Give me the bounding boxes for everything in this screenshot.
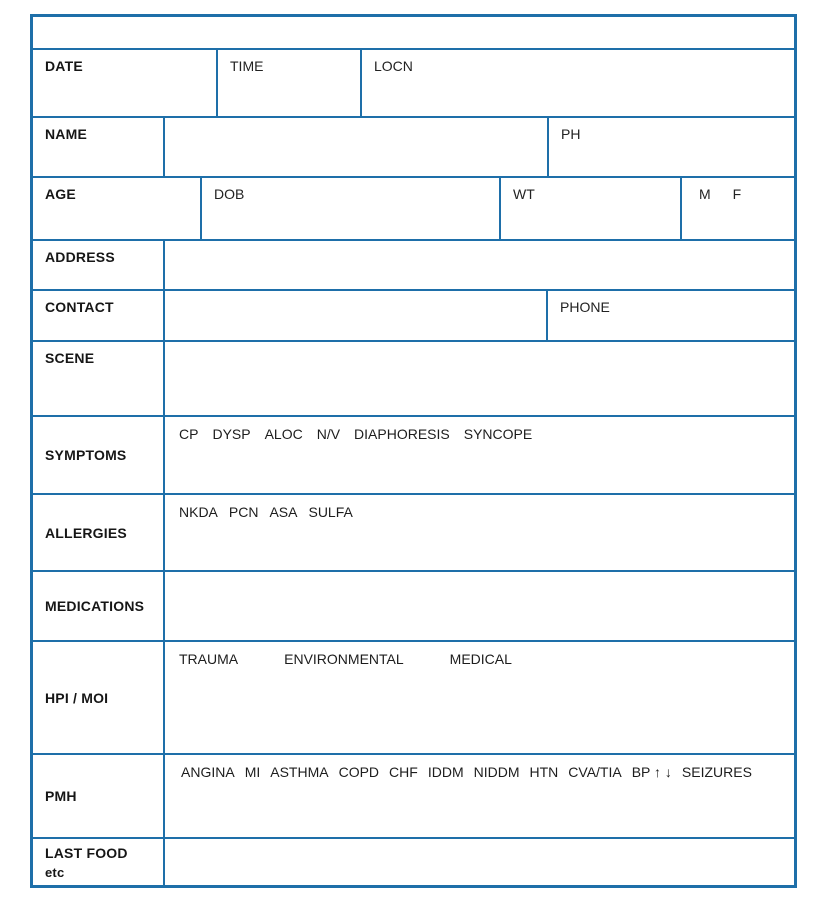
allergy-option-pcn[interactable]: PCN [228, 504, 259, 520]
pmh-option-chf[interactable]: CHF [389, 764, 418, 780]
pmh-label-cell [33, 755, 163, 837]
medications-label: MEDICATIONS [45, 598, 145, 614]
age-cell[interactable] [33, 178, 200, 239]
age-row [33, 176, 794, 239]
scene-label-cell [33, 342, 163, 415]
lastfood-label: LAST FOOD [45, 845, 128, 861]
symptom-option-cp[interactable]: CP [179, 426, 199, 442]
symptoms-label-cell [33, 417, 163, 493]
contact-fill-field[interactable] [163, 291, 546, 340]
contact-label: CONTACT [45, 299, 114, 315]
lastfood-label-etc: etc [45, 864, 65, 880]
hpi-moi-label: HPI / MOI [45, 689, 109, 706]
title-fill-field[interactable] [33, 17, 794, 48]
pmh-option-htn[interactable]: HTN [529, 764, 559, 780]
symptoms-label: SYMPTOMS [45, 447, 127, 463]
symptom-option-diaphoresis[interactable]: DIAPHORESIS [354, 426, 450, 442]
hpi-option-medical[interactable]: MEDICAL [449, 651, 512, 667]
name-fill-field[interactable] [163, 118, 547, 176]
date-label: DATE [45, 58, 83, 74]
hpi-moi-label-cell [33, 642, 163, 753]
address-fill-field[interactable] [163, 241, 794, 289]
allergy-option-asa[interactable]: ASA [269, 504, 298, 520]
scene-label: SCENE [45, 350, 95, 366]
pmh-option-iddm[interactable]: IDDM [427, 764, 464, 780]
pmh-option-bp-up-down[interactable]: BP ↑ ↓ [631, 764, 672, 780]
pmh-option-mi[interactable]: MI [244, 764, 261, 780]
pmh-option-copd[interactable]: COPD [338, 764, 380, 780]
lastfood-label-cell [33, 839, 163, 885]
hpi-options-cell[interactable] [163, 642, 794, 753]
age-label: AGE [45, 186, 76, 202]
allergies-label-cell [33, 495, 163, 570]
pmh-label: PMH [45, 788, 77, 804]
pmh-option-asthma[interactable]: ASTHMA [270, 764, 329, 780]
phone-label: PHONE [560, 299, 610, 315]
phone-cell[interactable] [546, 291, 794, 340]
ems-patient-form [30, 14, 797, 888]
sex-cell [680, 178, 794, 239]
medications-row [33, 570, 794, 640]
ph-cell[interactable] [547, 118, 794, 176]
scene-row [33, 340, 794, 415]
male-option[interactable]: M [699, 186, 711, 202]
symptom-option-nv[interactable]: N/V [316, 426, 341, 442]
allergy-option-nkda[interactable]: NKDA [179, 504, 218, 520]
scene-fill-field[interactable] [163, 342, 794, 415]
allergy-option-sulfa[interactable]: SULFA [308, 504, 353, 520]
hpi-option-environmental[interactable]: ENVIRONMENTAL [284, 651, 404, 667]
symptom-option-aloc[interactable]: ALOC [264, 426, 303, 442]
symptom-option-dysp[interactable]: DYSP [212, 426, 251, 442]
name-label-cell [33, 118, 163, 176]
address-label-cell [33, 241, 163, 289]
name-label: NAME [45, 126, 88, 142]
lastfood-fill-field[interactable] [163, 839, 794, 885]
hpi-option-trauma[interactable]: TRAUMA [179, 651, 239, 667]
symptoms-row [33, 415, 794, 493]
date-row [33, 48, 794, 116]
hpi-moi-row [33, 640, 794, 753]
locn-label: LOCN [374, 58, 413, 74]
dob-cell[interactable] [200, 178, 499, 239]
pmh-option-seizures[interactable]: SEIZURES [681, 764, 752, 780]
wt-cell[interactable] [499, 178, 680, 239]
name-row [33, 116, 794, 176]
lastfood-row [33, 837, 794, 885]
address-row [33, 239, 794, 289]
ph-label: PH [561, 126, 581, 142]
allergies-options-cell[interactable] [163, 495, 794, 570]
allergies-label: ALLERGIES [45, 524, 127, 541]
symptoms-options-cell[interactable] [163, 417, 794, 493]
pmh-row [33, 753, 794, 837]
pmh-options-cell[interactable] [163, 755, 794, 837]
date-cell[interactable] [33, 50, 216, 116]
contact-row [33, 289, 794, 340]
locn-cell[interactable] [360, 50, 794, 116]
address-label: ADDRESS [45, 249, 115, 265]
dob-label: DOB [214, 186, 245, 202]
title-row [33, 17, 794, 48]
pmh-option-cva-tia[interactable]: CVA/TIA [568, 764, 622, 780]
allergies-row [33, 493, 794, 570]
wt-label: WT [513, 186, 535, 202]
pmh-option-niddm[interactable]: NIDDM [473, 764, 520, 780]
time-label: TIME [230, 58, 264, 74]
pmh-option-angina[interactable]: ANGINA [181, 764, 235, 780]
female-option[interactable]: F [732, 186, 742, 202]
contact-label-cell [33, 291, 163, 340]
medications-label-cell [33, 572, 163, 640]
symptom-option-syncope[interactable]: SYNCOPE [463, 426, 533, 442]
medications-fill-field[interactable] [163, 572, 794, 640]
time-cell[interactable] [216, 50, 360, 116]
